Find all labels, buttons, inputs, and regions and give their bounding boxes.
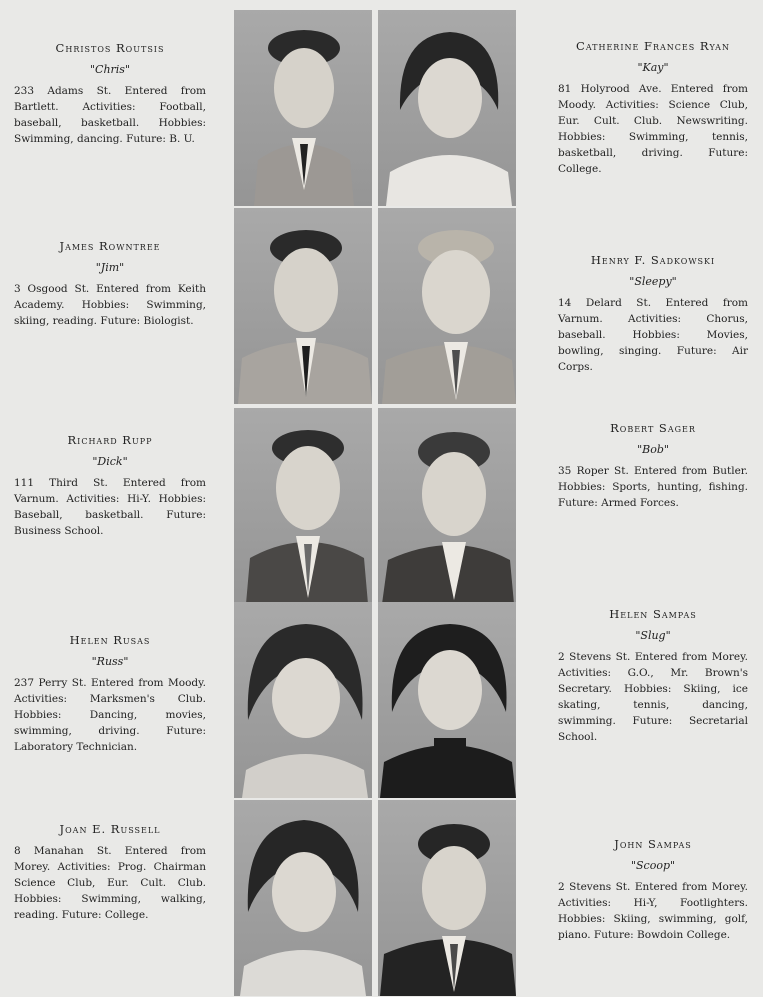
entry-helen-rusas bbox=[14, 632, 206, 755]
student-bio: 2 Stevens St. Entered from Morey. Activities: Hi-Y, Footlighters. Hobbies: Skiing, swimming, golf, piano. Future: Bowdoin College. bbox=[558, 881, 748, 941]
portrait-henry-sadkowski bbox=[378, 208, 516, 404]
entry-joan-russell bbox=[14, 821, 206, 923]
student-name: Christos Routsis bbox=[55, 41, 165, 55]
student-name: James Rowntree bbox=[59, 239, 161, 253]
student-nickname: "Slug" bbox=[635, 629, 671, 642]
portrait-joan-russell bbox=[234, 800, 372, 996]
student-bio: 111 Third St. Entered from Varnum. Activities: Hi-Y. Hobbies: Baseball, basketball. Future: Business School. bbox=[14, 477, 206, 537]
student-name: Richard Rupp bbox=[67, 433, 153, 447]
student-bio: 237 Perry St. Entered from Moody. Activities: Marksmen's Club. Hobbies: Dancing, movies, swimming, driving. Future: Laboratory Technician. bbox=[14, 677, 206, 753]
student-nickname: "Jim" bbox=[95, 261, 125, 274]
portrait-catherine-ryan bbox=[378, 10, 516, 206]
entry-christos-routsis bbox=[14, 40, 206, 147]
entry-helen-sampas bbox=[558, 606, 748, 745]
entry-catherine-ryan bbox=[558, 38, 748, 177]
entry-henry-sadkowski bbox=[558, 252, 748, 375]
student-name: Helen Sampas bbox=[609, 607, 697, 621]
student-name: Catherine Frances Ryan bbox=[576, 39, 730, 53]
entry-james-rowntree bbox=[14, 238, 206, 329]
portrait-john-sampas bbox=[378, 800, 516, 996]
student-bio: 233 Adams St. Entered from Bartlett. Activities: Football, baseball, basketball. Hobbies: Swimming, dancing. Future: B. U. bbox=[14, 85, 206, 145]
student-name: Joan E. Russell bbox=[59, 822, 161, 836]
student-nickname: "Sleepy" bbox=[629, 275, 677, 288]
student-bio: 81 Holyrood Ave. Entered from Moody. Activities: Science Club, Eur. Cult. Club. Newswriting. Hobbies: Swimming, tennis, basketball, driving. Future: College. bbox=[558, 83, 748, 175]
student-name: John Sampas bbox=[614, 837, 692, 851]
portrait-christos-routsis bbox=[234, 10, 372, 206]
student-name: Helen Rusas bbox=[69, 633, 151, 647]
portrait-robert-sager bbox=[378, 408, 516, 604]
entry-john-sampas bbox=[558, 836, 748, 943]
entry-richard-rupp bbox=[14, 432, 206, 539]
student-bio: 14 Delard St. Entered from Varnum. Activities: Chorus, baseball. Hobbies: Movies, bowling, singing. Future: Air Corps. bbox=[558, 297, 748, 373]
entry-robert-sager bbox=[558, 420, 748, 511]
student-bio: 8 Manahan St. Entered from Morey. Activities: Prog. Chairman Science Club, Eur. Cult. Club. Hobbies: Swimming, walking, reading. Future: College. bbox=[14, 845, 206, 921]
student-nickname: "Kay" bbox=[637, 61, 669, 74]
student-bio: 35 Roper St. Entered from Butler. Hobbies: Sports, hunting, fishing. Future: Armed Forces. bbox=[558, 465, 748, 509]
student-nickname: "Chris" bbox=[89, 63, 131, 76]
portrait-james-rowntree bbox=[234, 208, 372, 404]
portrait-helen-rusas bbox=[234, 602, 372, 798]
student-name: Robert Sager bbox=[610, 421, 696, 435]
portrait-helen-sampas bbox=[378, 602, 516, 798]
portrait-richard-rupp bbox=[234, 408, 372, 604]
student-nickname: "Scoop" bbox=[630, 859, 676, 872]
student-nickname: "Russ" bbox=[91, 655, 129, 668]
student-name: Henry F. Sadkowski bbox=[590, 253, 716, 267]
student-nickname: "Dick" bbox=[92, 455, 128, 468]
student-bio: 3 Osgood St. Entered from Keith Academy. Hobbies: Swimming, skiing, reading. Future: Biologist. bbox=[14, 283, 206, 327]
student-nickname: "Bob" bbox=[637, 443, 669, 456]
student-bio: 2 Stevens St. Entered from Morey. Activities: G.O., Mr. Brown's Secretary. Hobbies: Skiing, ice skating, tennis, dancing, swimming. Future: Secretarial School. bbox=[558, 651, 748, 743]
